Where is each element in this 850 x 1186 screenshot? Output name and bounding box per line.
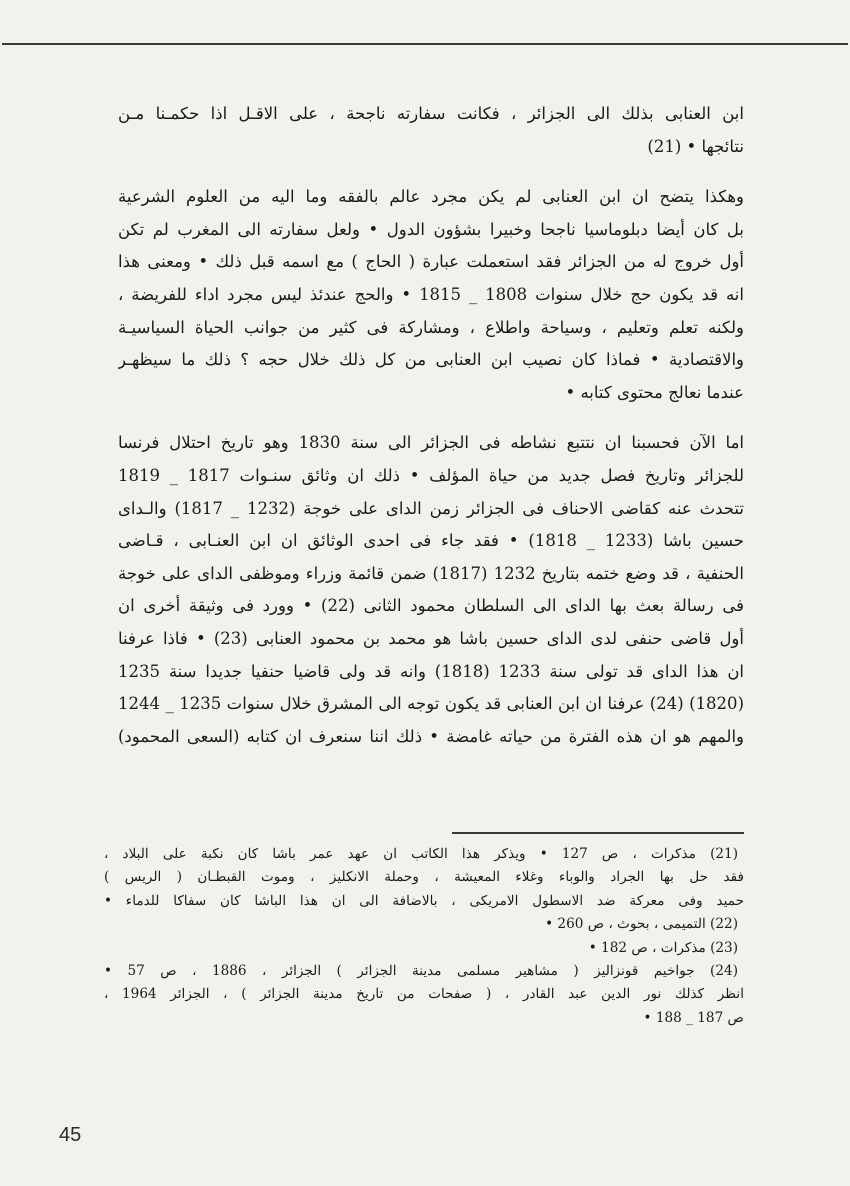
text-line: الحنفية ، قد وضع ختمه بتاريخ 1232 (1817) ضمن قائمة وزراء وموظفى الداى على خوجة [118,563,744,583]
page-number: 45 [59,1124,82,1146]
footnote-24 [104,960,744,1030]
footnote-line: انظر كذلك نور الدين عبد القادر ، ( صفحات من تاريخ مدينة الجزائر ) ، الجزائر 1964 ، [104,986,744,1003]
text-line: ولكنه تعلم وتعليم ، وسياحة واطلاع ، ومشاركة فى كثير من جوانب الحياة السياسيـة [118,317,744,337]
header-rule [2,43,848,45]
footnote-23 [104,937,744,960]
paragraph [118,98,744,163]
text-line: حسين باشا (1233 _ 1818) • فقد جاء فى احدى الوثائق ان ابن العنـابى ، قـاضى [118,531,744,551]
text-line: للجزائر وتاريخ فصل جديد من حياة المؤلف • ذلك ان وثائق سنـوات 1817 _ 1819 [118,465,744,485]
text-line: فى رسالة بعث بها الداى الى السلطان محمود الثانى (22) • وورد فى وثيقة أخرى ان [118,596,744,616]
text-line: بل كان أيضا دبلوماسيا ناجحا وخبيرا بشؤون الدول • ولعل سفارته الى المغرب لم تكن [118,219,744,239]
paragraph [118,181,744,409]
footnote-22 [104,913,744,936]
text-line: نتائجها • (21) [647,136,744,156]
text-line: (1820) (24) عرفنا ان ابن العنابى قد يكون توجه الى المشرق خلال سنوات 1235 _ 1244 [118,694,744,714]
text-line: اما الآن فحسبنا ان نتتبع نشاطه فى الجزائر الى سنة 1830 وهو تاريخ احتلال فرنسا [118,433,744,453]
text-line: ابن العنابى بذلك الى الجزائر ، فكانت سفارته ناجحة ، على الاقـل اذا حكمـنا مـن [118,104,744,123]
footnote-line: (24) جواخيم قونزاليز ( مشاهير مسلمى مدينة الجزائر ) الجزائر ، 1886 ، ص 57 • [104,962,738,979]
text-line: عندما نعالج محتوى كتابه • [565,382,744,402]
footnote-line: (22) التميمى ، بحوث ، ص 260 • [545,916,738,933]
footnote-line: ص 187 _ 188 • [643,1009,744,1026]
footnote-line: (21) مذكرات ، ص 127 • ويذكر هذا الكاتب ان عهد عمر باشا كان نكبة على البلاد ، [104,846,739,862]
footnote-line: فقد حل بها الجراد والوباء وغلاء المعيشة ، وحملة الانكليز ، وموت القبطـان ( الريس ) [104,869,744,886]
footnote-rule [452,832,744,834]
footnote-line: حميد وفى معركة ضد الاسطول الامريكى ، بالاضافة الى ان هذا الباشا كان سفاكا للدماء • [104,892,744,909]
footnote-21 [104,843,744,913]
footnotes [104,843,744,1030]
text-line: أول قاضى حنفى لدى الداى حسين باشا هو محمد بن محمود العنابى (23) • فاذا عرفنا [118,628,744,648]
paragraph [118,427,744,753]
text-line: أول خروج له من الجزائر فقد استعملت عبارة ( الحاج ) مع اسمه قبل ذلك • ومعنى هذا [118,252,744,272]
text-line: وهكذا يتضح ان ابن العنابى لم يكن مجرد عالم بالفقه وما اليه من العلوم الشرعية [118,187,744,207]
body-text [118,98,744,753]
footnote-line: (23) مذكرات ، ص 182 • [588,939,738,956]
text-line: والمهم هو ان هذه الفترة من حياته غامضة • ذلك اننا سنعرف ان كتابه (السعى المحمود) [118,726,744,746]
text-line: تتحدث عنه كقاضى الاحناف فى الجزائر زمن الداى على خوجة (1232 _ 1817) والـداى [118,498,744,518]
text-line: انه قد يكون حج خلال سنوات 1808 _ 1815 • والحج عندئذ ليس مجرد اداء للفريضة ، [118,284,744,304]
text-line: ان هذا الداى قد تولى سنة 1233 (1818) وانه قد ولى قاضيا حنفيا جديدا سنة 1235 [118,661,744,681]
text-line: والاقتصادية • فماذا كان نصيب ابن العنابى من كل ذلك خلال حجه ؟ ذلك ما سيظهـر [118,350,744,370]
